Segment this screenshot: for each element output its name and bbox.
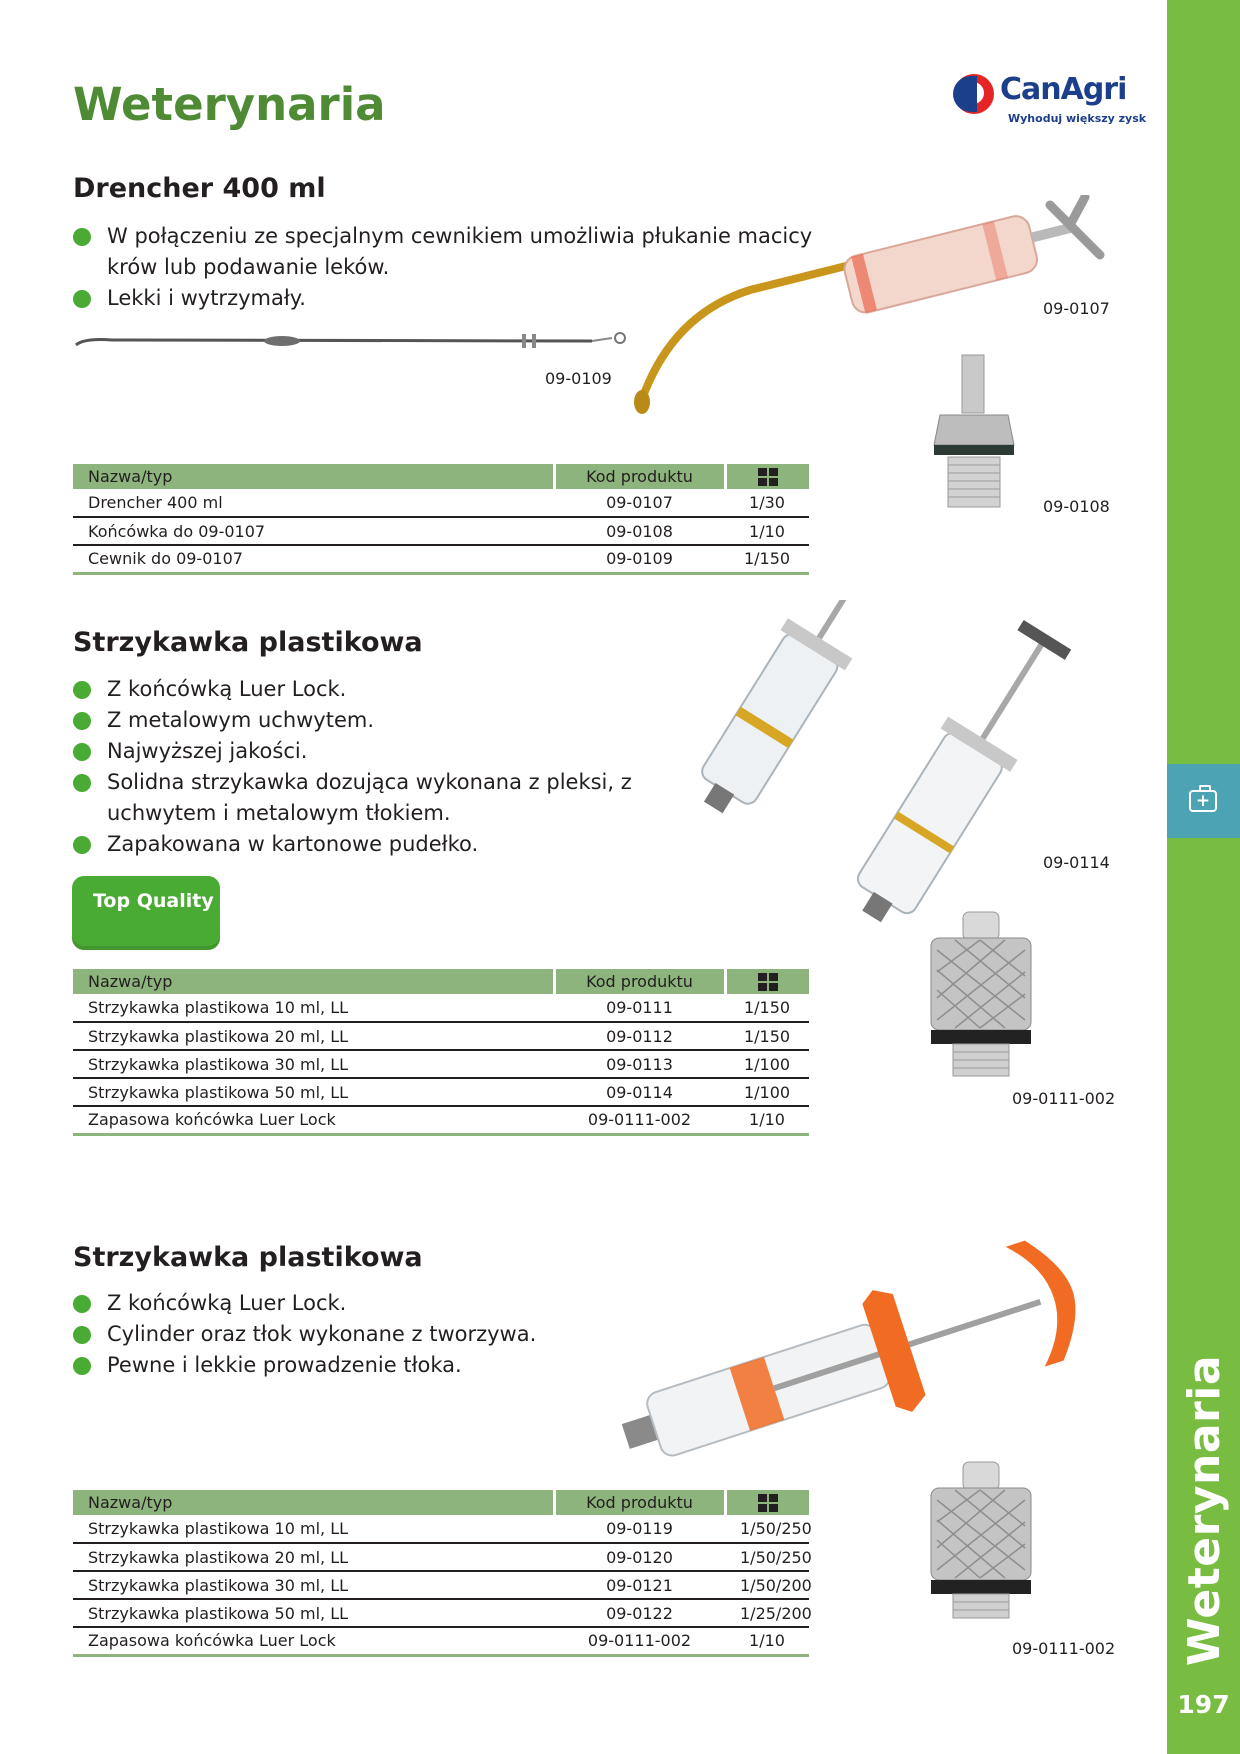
image-label-catheter: 09-0109	[545, 369, 612, 388]
bullet-icon	[73, 743, 91, 761]
table-row: Strzykawka plastikowa 20 ml, LL 09-0120 1/50/250	[73, 1543, 809, 1571]
grid-icon	[758, 973, 778, 991]
bullet-item: Z metalowym uchwytem.	[73, 705, 633, 736]
page-title: Weterynaria	[73, 78, 386, 131]
header-pack	[725, 464, 809, 489]
table-row: Strzykawka plastikowa 30 ml, LL 09-0121 1/50/200	[73, 1571, 809, 1599]
header-pack	[725, 969, 809, 994]
table-row: Strzykawka plastikowa 20 ml, LL 09-0112 1/150	[73, 1022, 809, 1050]
bullet-icon	[73, 836, 91, 854]
table-row: Końcówka do 09-0107 09-0108 1/10	[73, 517, 809, 545]
bullet-icon	[73, 774, 91, 792]
bullet-item: Pewne i lekkie prowadzenie tłoka.	[73, 1350, 633, 1381]
table-row: Strzykawka plastikowa 50 ml, LL 09-0114 1/100	[73, 1078, 809, 1106]
section-title-syringe-metal: Strzykawka plastikowa	[73, 627, 423, 658]
product-table-syringe-plastic	[73, 1490, 812, 1657]
bullet-item: Z końcówką Luer Lock.	[73, 1288, 633, 1319]
table-row: Strzykawka plastikowa 30 ml, LL 09-0113 1/100	[73, 1050, 809, 1078]
bullet-item: Solidna strzykawka dozująca wykonana z pleksi, z uchwytem i metalowym tłokiem.	[73, 767, 633, 829]
bullet-icon	[73, 228, 91, 246]
bullet-icon	[73, 1295, 91, 1313]
logo-brand: CanAgri	[1000, 72, 1127, 107]
bullet-item: Z końcówką Luer Lock.	[73, 674, 633, 705]
grid-icon	[758, 468, 778, 486]
image-label-drencher: 09-0107	[1043, 299, 1110, 318]
table-row: Strzykawka plastikowa 10 ml, LL 09-0111 1/150	[73, 994, 809, 1022]
bullet-list-syringe-metal	[73, 674, 633, 860]
header-pack	[725, 1490, 809, 1515]
bullet-item: Cylinder oraz tłok wykonane z tworzywa.	[73, 1319, 633, 1350]
drencher-tip-image	[928, 353, 1020, 513]
table-header-row	[73, 1490, 809, 1515]
bullet-icon	[73, 681, 91, 699]
bullet-icon	[73, 1357, 91, 1375]
table-row: Strzykawka plastikowa 50 ml, LL 09-0122 1/25/200	[73, 1599, 809, 1627]
bullet-list-syringe-plastic	[73, 1288, 633, 1381]
sidebar-tab-veterinary[interactable]	[1167, 764, 1240, 838]
product-table-syringe-metal	[73, 969, 809, 1136]
plastic-syringe-image	[590, 1200, 1120, 1470]
catheter-image	[72, 328, 632, 358]
grid-icon	[758, 1494, 778, 1512]
header-code: Kod produktu	[554, 464, 725, 489]
luer-lock-tip-image-2	[925, 1460, 1035, 1630]
header-name: Nazwa/typ	[73, 464, 554, 489]
logo-tagline: Wyhoduj większy zysk	[1008, 112, 1147, 125]
bullet-item: Zapakowana w kartonowe pudełko.	[73, 829, 633, 860]
table-header-row	[73, 464, 809, 489]
bullet-item: W połączeniu ze specjalnym cewnikiem umożliwia płukanie macicy krów lub podawanie leków.	[73, 221, 853, 283]
bullet-icon	[73, 1326, 91, 1344]
bullet-icon	[73, 290, 91, 308]
page-number: 197	[1177, 1690, 1230, 1719]
header-code: Kod produktu	[554, 1490, 725, 1515]
table-row: Drencher 400 ml 09-0107 1/30	[73, 489, 809, 517]
header-name: Nazwa/typ	[73, 1490, 554, 1515]
image-label-luer-tip: 09-0111-002	[1012, 1089, 1116, 1108]
table-row: Zapasowa końcówka Luer Lock 09-0111-002 1/10	[73, 1627, 809, 1655]
metal-syringe-image	[662, 600, 1112, 945]
table-header-row	[73, 969, 809, 994]
image-label-syringe-50: 09-0114	[1043, 853, 1110, 872]
bullet-item: Najwyższej jakości.	[73, 736, 633, 767]
product-table-drencher	[73, 464, 809, 575]
header-name: Nazwa/typ	[73, 969, 554, 994]
bullet-item: Lekki i wytrzymały.	[73, 283, 853, 314]
sidebar-vertical-title: Weterynaria	[1179, 1354, 1231, 1666]
header-code: Kod produktu	[554, 969, 725, 994]
luer-lock-tip-image	[925, 910, 1035, 1080]
table-row: Cewnik do 09-0107 09-0109 1/150	[73, 545, 809, 573]
section-title-drencher: Drencher 400 ml	[73, 173, 326, 204]
top-quality-badge: Top Quality	[72, 876, 220, 950]
section-title-syringe-plastic: Strzykawka plastikowa	[73, 1242, 423, 1273]
table-row: Zapasowa końcówka Luer Lock 09-0111-002 1/10	[73, 1106, 809, 1134]
bullet-icon	[73, 712, 91, 730]
table-row: Strzykawka plastikowa 10 ml, LL 09-0119 1/50/250	[73, 1515, 809, 1543]
image-label-tip: 09-0108	[1043, 497, 1110, 516]
image-label-luer-tip-2: 09-0111-002	[1012, 1639, 1116, 1658]
canagri-logo	[954, 70, 1147, 130]
first-aid-kit-icon: +	[1189, 790, 1217, 812]
